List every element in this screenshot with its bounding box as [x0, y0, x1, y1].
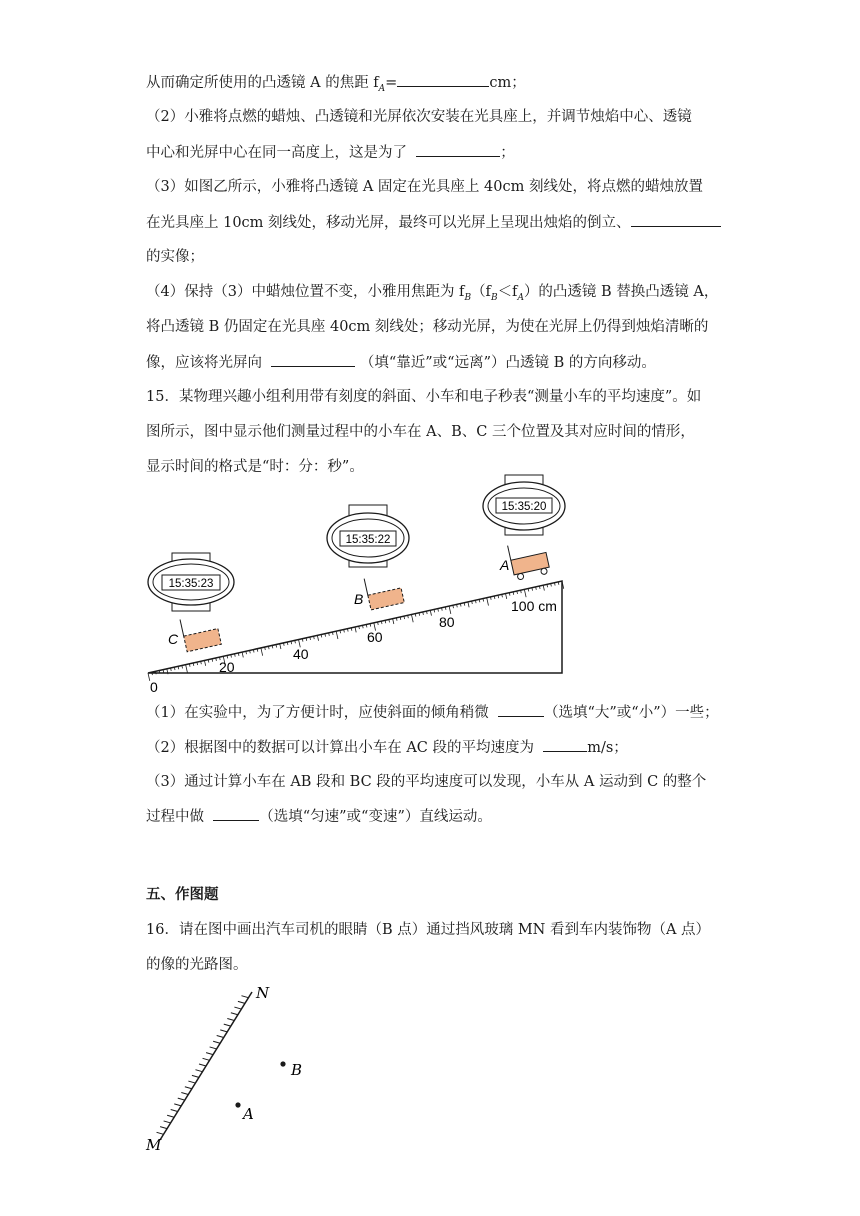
mirror-hatch-line — [224, 1024, 231, 1026]
answer-blank-motion[interactable] — [213, 806, 259, 821]
label-point-b: B — [291, 1061, 303, 1079]
q14-p4-sub2: B — [490, 292, 498, 303]
q14-p4-c: ＜f — [497, 284, 518, 300]
q14-p2-text: 中心和光屏中心在同一高度上，这是为了 — [146, 145, 407, 161]
mirror-hatch-line — [192, 1075, 199, 1077]
cart-c-body — [184, 629, 222, 652]
label-b: B — [354, 591, 364, 607]
q15-line2: 图所示，图中显示他们测量过程中的小车在 A、B、C 三个位置及其对应时间的情形， — [146, 424, 695, 440]
q15-line3: 显示时间的格式是“时：分：秒”。 — [146, 459, 364, 475]
mirror-hatch-line — [199, 1064, 206, 1066]
q14-p4-b: （f — [471, 284, 491, 300]
q15-sub2-end: m/s； — [587, 740, 628, 756]
mirror-hatch-line — [227, 1018, 234, 1020]
q14-equals: = — [385, 75, 398, 91]
tick-label-20: 20 — [219, 659, 235, 675]
q14-p4-end: （填“靠近”或“远离”）凸透镜 B 的方向移动。 — [359, 355, 656, 371]
q14-p4-line2: 将凸透镜 B 仍固定在光具座 40cm 刻线处；移动光屏，为使在光屏上仍得到烛焰清晰的 — [146, 319, 709, 335]
label-n: N — [256, 984, 270, 1002]
tick-label-60: 60 — [367, 629, 383, 645]
q15-sub1-text: （1）在实验中，为了方便计时，应使斜面的倾角稍微 — [146, 705, 489, 721]
q15-sub3-line2 — [146, 806, 492, 827]
q14-unit: cm； — [489, 75, 526, 91]
tick-label-40: 40 — [293, 646, 309, 662]
mirror-hatch-line — [213, 1041, 220, 1043]
q15-sub2 — [146, 737, 628, 758]
section-title: 五、作图题 — [146, 887, 219, 903]
q14-focal-text: 从而确定所使用的凸透镜 A 的焦距 f — [146, 75, 379, 91]
tick-label-100: 100 cm — [511, 598, 557, 614]
label-m: M — [146, 1136, 162, 1154]
cart-a — [508, 538, 551, 581]
stopwatch-a — [483, 475, 565, 535]
cart-c — [180, 612, 221, 652]
q14-p3-text: 在光具座上 10cm 刻线处，移动光屏，最终可以光屏上呈现出烛焰的倒立、 — [146, 215, 631, 231]
mirror-hatch-line — [188, 1081, 195, 1083]
label-point-a: A — [243, 1105, 254, 1123]
mirror-hatch-line — [178, 1098, 185, 1100]
q15-line1: 15．某物理兴趣小组利用带有刻度的斜面、小车和电子秒表“测量小车的平均速度”。如 — [146, 389, 702, 405]
q15-sub2-text: （2）根据图中的数据可以计算出小车在 AC 段的平均速度为 — [146, 740, 535, 756]
q14-p4-a: （4）保持（3）中蜡烛位置不变，小雅用焦距为 f — [146, 284, 465, 300]
mirror-hatch-line — [195, 1070, 202, 1072]
mirror-hatch-line — [203, 1058, 210, 1060]
q14-p2-line1: （2）小雅将点燃的蜡烛、凸透镜和光屏依次安装在光具座上，并调节烛焰中心、透镜 — [146, 109, 692, 125]
q14-focal-sub: A — [378, 83, 386, 94]
q14-p4-text: 像，应该将光屏向 — [146, 355, 262, 371]
answer-blank-angle[interactable] — [498, 702, 544, 717]
cart-b — [364, 571, 404, 610]
cart-c-flag — [180, 620, 184, 637]
q15-sub1 — [146, 702, 719, 723]
mirror-hatch-line — [164, 1121, 171, 1123]
mirror-hatch-line — [210, 1047, 217, 1049]
timer-c-readout: 15:35:23 — [168, 578, 214, 590]
point-a — [235, 1102, 240, 1107]
mirror-hatch-line — [241, 996, 248, 998]
cart-b-body — [368, 588, 404, 610]
q14-p3-line3: 的实像； — [146, 249, 204, 265]
mirror-hatch-line — [185, 1087, 192, 1089]
point-b — [280, 1061, 285, 1066]
mirror-hatch-line — [181, 1092, 188, 1094]
mirror-hatching — [157, 996, 249, 1135]
mirror-hatch-line — [206, 1053, 213, 1055]
label-c: C — [168, 631, 179, 647]
mirror-hatch-line — [171, 1110, 178, 1112]
mirror-hatch-line — [160, 1127, 167, 1129]
q16-line1: 16．请在图中画出汽车司机的眼睛（B 点）通过挡风玻璃 MN 看到车内装饰物（A 点） — [146, 922, 711, 938]
mirror-hatch-line — [157, 1132, 164, 1134]
stopwatch-b — [327, 505, 409, 567]
mirror-hatch-line — [167, 1115, 174, 1117]
stopwatch-c — [148, 553, 234, 611]
mirror-hatch-line — [220, 1030, 227, 1032]
timer-b-readout: 15:35:22 — [345, 534, 391, 546]
tick-label-80: 80 — [439, 614, 455, 630]
q15-sub3-text: 过程中做 — [146, 809, 204, 825]
timer-a-readout: 15:35:20 — [501, 501, 547, 513]
mirror-hatch-line — [217, 1036, 224, 1038]
q15-sub1-end: （选填“大”或“小”）一些； — [543, 705, 719, 721]
label-a: A — [500, 557, 510, 573]
cart-b-flag — [364, 579, 368, 596]
q14-p2-end: ； — [500, 145, 515, 161]
q14-p4-sub3: A — [517, 292, 524, 303]
mirror-hatch-line — [231, 1013, 238, 1015]
mirror-hatch-line — [234, 1007, 241, 1009]
tick-label-0: 0 — [150, 679, 158, 695]
q15-sub3-line1: （3）通过计算小车在 AB 段和 BC 段的平均速度可以发现，小车从 A 运动到 C 的整个 — [146, 774, 707, 790]
q15-sub3-end: （选填“匀速”或“变速”）直线运动。 — [259, 809, 492, 825]
mirror-hatch-line — [174, 1104, 181, 1106]
q14-p4-sub1: B — [464, 292, 472, 303]
q16-line2: 的像的光路图。 — [146, 957, 248, 973]
q14-p4-d: ）的凸透镜 B 替换凸透镜 A， — [523, 284, 719, 300]
q14-p3-line1: （3）如图乙所示，小雅将凸透镜 A 固定在光具座上 40cm 刻线处，将点燃的蜡烛放置 — [146, 179, 703, 195]
mirror-hatch-line — [238, 1001, 245, 1003]
answer-blank-speed[interactable] — [543, 737, 587, 752]
